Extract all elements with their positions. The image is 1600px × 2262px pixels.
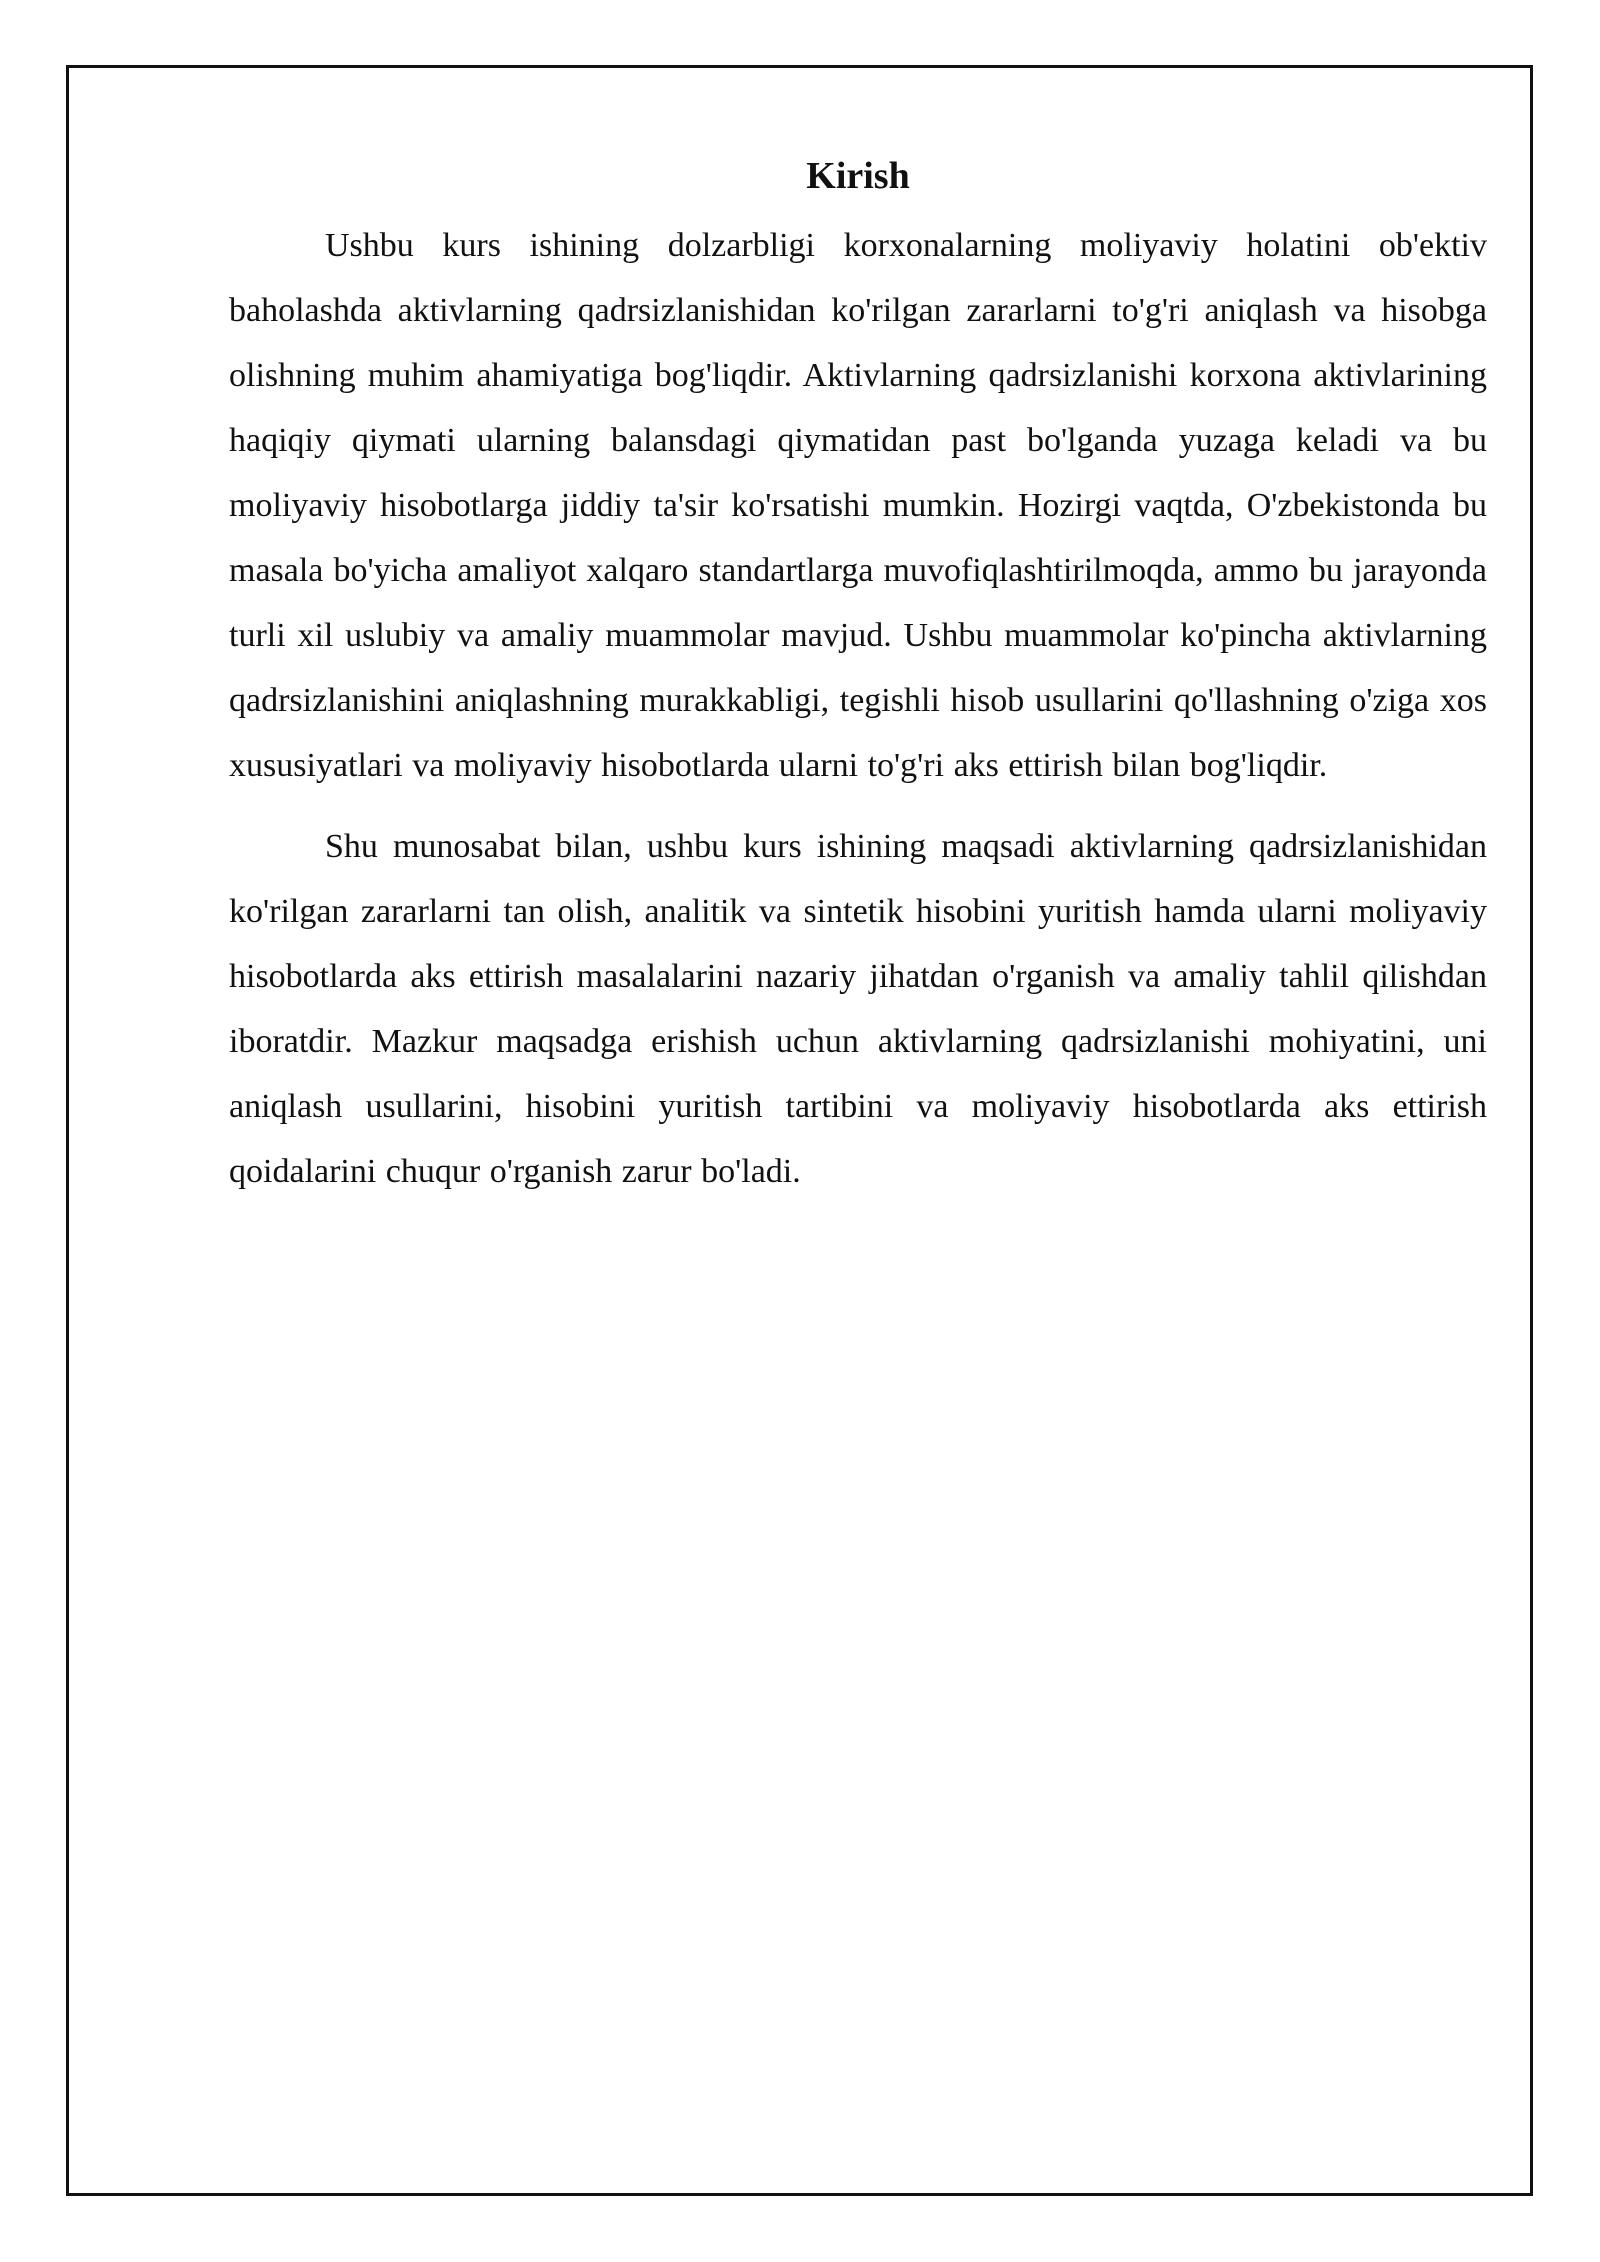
paragraph-relevance: Ushbu kurs ishining dolzarbligi korxonalarning moliyaviy holatini ob'ektiv baholashda aktivlarning qadrsizlanishidan ko'rilgan zararlarni to'g'ri aniqlash va hisobga olishning muhim ahamiyatiga bog'liqdir. Aktivlarning qadrsizlanishi korxona aktivlarining haqiqiy qiymati ularning balansdagi qiymatidan past bo'lganda yuzaga keladi va bu moliyaviy hisobotlarga jiddiy ta'sir ko'rsatishi mumkin. Hozirgi vaqtda, O'zbekistonda bu masala bo'yicha amaliyot xalqaro standartlarga muvofiqlashtirilmoqda, ammo bu jarayonda turli xil uslubiy va amaliy muammolar mavjud. Ushbu muammolar ko'pincha aktivlarning qadrsizlanishini aniqlashning murakkabligi, tegishli hisob usullarini qo'llashning o'ziga xos xususiyatlari va moliyaviy hisobotlarda ularni to'g'ri aks ettirish bilan bog'liqdir.	[229, 227, 1487, 784]
document-title: Kirish	[806, 155, 910, 197]
document-body	[229, 145, 1487, 1220]
paragraph-purpose: Shu munosabat bilan, ushbu kurs ishining maqsadi aktivlarning qadrsizlanishidan ko'rilgan zararlarni tan olish, analitik va sintetik hisobini yuritish hamda ularni moliyaviy hisobotlarda aks ettirish masalalarini nazariy jihatdan o'rganish va amaliy tahlil qilishdan iboratdir. Mazkur maqsadga erishish uchun aktivlarning qadrsizlanishi mohiyatini, uni aniqlash usullarini, hisobini yuritish tartibini va moliyaviy hisobotlarda aks ettirish qoidalarini chuqur o'rganish zarur bo'ladi.	[229, 828, 1487, 1190]
